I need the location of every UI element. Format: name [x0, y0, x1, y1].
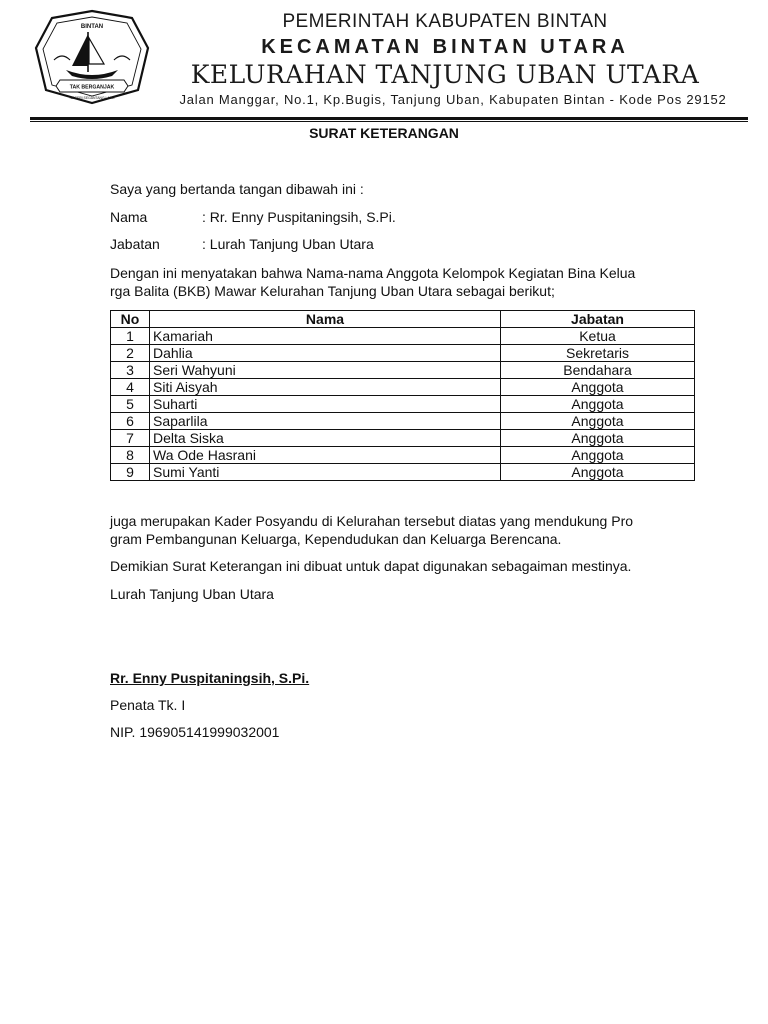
letterhead-government: PEMERINTAH KABUPATEN BINTAN — [282, 11, 608, 32]
row-jabatan: Anggota — [501, 396, 695, 413]
row-nama: Delta Siska — [150, 430, 501, 447]
row-jabatan: Anggota — [501, 430, 695, 447]
table-row — [111, 362, 695, 379]
members-table — [110, 310, 695, 481]
signature-nip: NIP. 196905141999032001 — [110, 724, 280, 740]
signature-name: Rr. Enny Puspitaningsih, S.Pi. — [110, 670, 310, 686]
bintan-emblem-icon — [32, 8, 152, 106]
letterhead — [160, 10, 730, 110]
row-nama: Wa Ode Hasrani — [150, 447, 501, 464]
row-jabatan: Sekretaris — [501, 345, 695, 362]
table-row — [111, 413, 695, 430]
logo-ribbon-text: TAK BERGANJAK — [69, 84, 115, 91]
row-jabatan: Bendahara — [501, 362, 695, 379]
table-row — [111, 379, 695, 396]
row-no: 6 — [111, 413, 150, 430]
logo-motto-text: NEGERI SEGANTANG LADA — [69, 96, 115, 100]
header-no: No — [111, 311, 150, 328]
signature-rank: Penata Tk. I — [110, 697, 186, 713]
closing-line-1: juga merupakan Kader Posyandu di Kelurahan tersebut diatas yang mendukung Pro — [110, 513, 634, 529]
row-jabatan: Anggota — [501, 464, 695, 481]
table-row — [111, 430, 695, 447]
logo-top-text: BINTAN — [80, 24, 104, 30]
statement-line-2: rga Balita (BKB) Mawar Kelurahan Tanjung Uban Utara sebagai berikut; — [110, 283, 555, 299]
signer-name-value: : Rr. Enny Puspitaningsih, S.Pi. — [202, 209, 396, 225]
row-nama: Suharti — [150, 396, 501, 413]
row-nama: Saparlila — [150, 413, 501, 430]
row-no: 3 — [111, 362, 150, 379]
table-row — [111, 328, 695, 345]
letterhead-district: KECAMATAN BINTAN UTARA — [261, 36, 629, 58]
row-jabatan: Anggota — [501, 447, 695, 464]
table-row — [111, 345, 695, 362]
closing-line-3: Demikian Surat Keterangan ini dibuat untuk dapat digunakan sebagaiman mestinya. — [110, 558, 632, 574]
row-no: 5 — [111, 396, 150, 413]
letterhead-divider — [30, 117, 748, 120]
signer-position-row — [110, 235, 374, 253]
row-nama: Kamariah — [150, 328, 501, 345]
table-header-row — [111, 311, 695, 328]
row-no: 9 — [111, 464, 150, 481]
table-row — [111, 464, 695, 481]
letterhead-divider-thin — [30, 121, 748, 122]
row-jabatan: Ketua — [501, 328, 695, 345]
letterhead-address: Jalan Manggar, No.1, Kp.Bugis, Tanjung Uban, Kabupaten Bintan - Kode Pos 29152 — [179, 92, 727, 107]
row-nama: Siti Aisyah — [150, 379, 501, 396]
row-nama: Sumi Yanti — [150, 464, 501, 481]
signer-name-label: Nama — [110, 209, 148, 225]
signer-position-label: Jabatan — [110, 236, 160, 252]
table-row — [111, 447, 695, 464]
signer-position-value: : Lurah Tanjung Uban Utara — [202, 236, 374, 252]
row-jabatan: Anggota — [501, 413, 695, 430]
row-no: 8 — [111, 447, 150, 464]
header-jabatan: Jabatan — [501, 311, 695, 328]
table-row — [111, 396, 695, 413]
row-nama: Dahlia — [150, 345, 501, 362]
header-nama: Nama — [150, 311, 501, 328]
row-no: 2 — [111, 345, 150, 362]
signer-office: Lurah Tanjung Uban Utara — [110, 586, 274, 602]
opening-line: Saya yang bertanda tangan dibawah ini : — [110, 181, 364, 197]
row-no: 7 — [111, 430, 150, 447]
closing-line-2: gram Pembangunan Keluarga, Kependudukan dan Keluarga Berencana. — [110, 531, 562, 547]
signer-name-row — [110, 208, 396, 226]
row-no: 1 — [111, 328, 150, 345]
row-no: 4 — [111, 379, 150, 396]
letterhead-village: KELURAHAN TANJUNG UBAN UTARA — [190, 60, 700, 89]
statement-line-1: Dengan ini menyatakan bahwa Nama-nama Anggota Kelompok Kegiatan Bina Kelua — [110, 265, 636, 281]
row-nama: Seri Wahyuni — [150, 362, 501, 379]
document-title: SURAT KETERANGAN — [309, 125, 459, 141]
row-jabatan: Anggota — [501, 379, 695, 396]
